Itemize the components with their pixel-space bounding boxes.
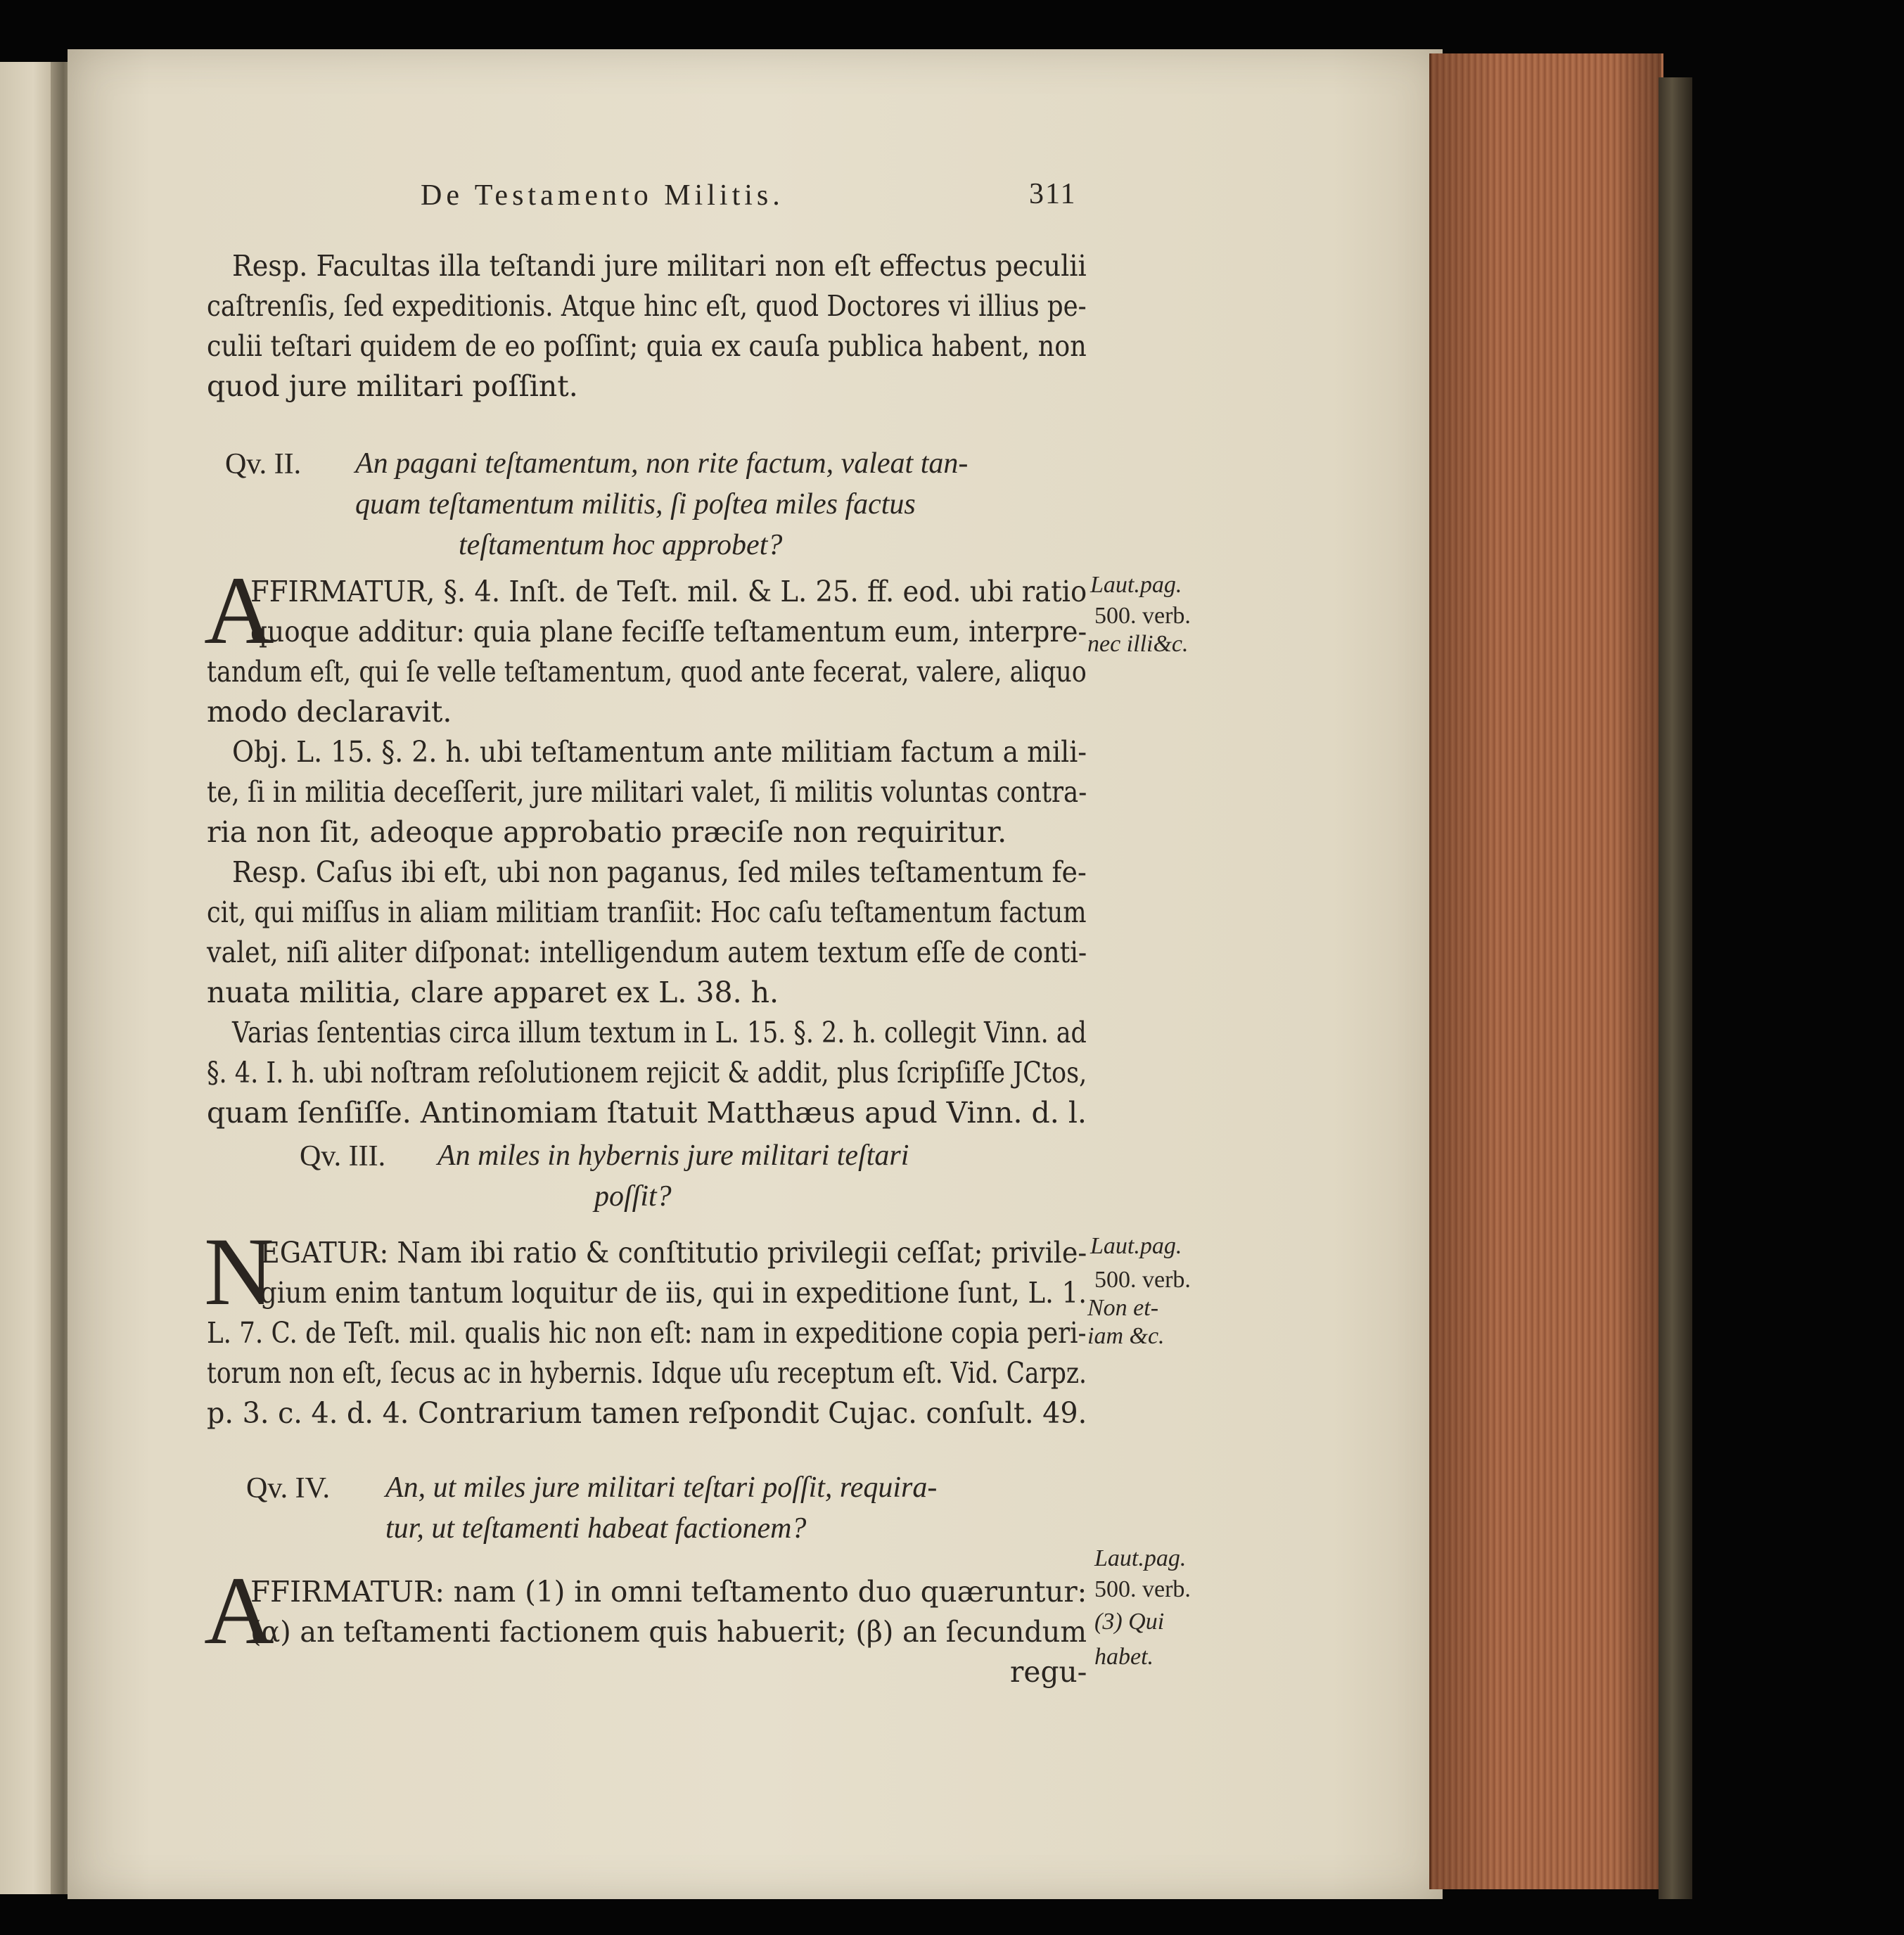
body-line: p. 3. c. 4. d. 4. Contrarium tamen reſpondit Cujac. conſult. 49. (207, 1396, 1087, 1430)
margin-note: habet. (1094, 1644, 1154, 1670)
margin-note: Laut.pag. (1090, 1233, 1182, 1259)
body-line: tandum eſt, qui ſe velle teſtamentum, quod ante fecerat, valere, aliquo (207, 655, 1087, 689)
question-label: Qv. IV. (246, 1472, 331, 1505)
question-text: tur, ut teſtamenti habeat factionem? (385, 1512, 807, 1545)
resp-line: culii teſtari quidem de eo poſſint; quia ex cauſa publica habent, non (207, 329, 1087, 363)
obj-line: te, ſi in militia deceſſerit, jure militari valet, ſi militis voluntas contra- (207, 775, 1087, 809)
drop-cap: A (204, 556, 274, 664)
margin-note: 500. verb. (1094, 1267, 1191, 1293)
resp-line: valet, niſi aliter diſponat: intelligendum autem textum eſſe de conti- (207, 935, 1087, 969)
margin-note: 500. verb. (1094, 1576, 1191, 1602)
question-text: poſſit? (594, 1180, 672, 1213)
body-line: L. 7. C. de Teſt. mil. qualis hic non eſt: nam in expeditione copia peri- (207, 1316, 1087, 1350)
body-line: modo declaravit. (207, 695, 452, 729)
question-text: An, ut miles jure militari teſtari poſſit, requira- (385, 1471, 938, 1504)
question-text: teſtamentum hoc approbet? (459, 529, 783, 561)
body-line: (α) an teſtamenti factionem quis habuerit; (β) an ſecundum (250, 1615, 1087, 1649)
drop-cap: A (204, 1557, 274, 1664)
drop-cap: N (204, 1218, 274, 1325)
question-text: An pagani teſtamentum, non rite factum, valeat tan- (355, 447, 969, 480)
resp-line: Resp. Caſus ibi eſt, ubi non paganus, ſed miles teſtamentum fe- (232, 855, 1087, 889)
question-text: An miles in hybernis jure militari teſtari (437, 1139, 909, 1172)
margin-note: (3) Qui (1094, 1609, 1165, 1635)
body-line: regu- (1010, 1655, 1087, 1689)
running-title: De Testamento Militis. (421, 179, 784, 212)
margin-note: Laut.pag. (1094, 1545, 1187, 1571)
varias-line: quam ſenſiſſe. Antinomiam ſtatuit Matthæus apud Vinn. d. l. (207, 1096, 1087, 1130)
resp-line: quod jure militari poſſint. (207, 369, 578, 403)
body-line: EGATUR: Nam ibi ratio & conſtitutio privilegii ceſſat; privile- (260, 1236, 1087, 1270)
book-cover-edge (1659, 77, 1692, 1899)
resp-line: caſtrenſis, ſed expeditionis. Atque hinc eſt, quod Doctores vi illius pe- (207, 289, 1087, 323)
resp-line: cit, qui miſſus in aliam militiam tranſiit: Hoc caſu teſtamentum factum (207, 895, 1087, 929)
resp-line: Resp. Facultas illa teſtandi jure militari non eſt effectus peculii (232, 249, 1087, 283)
obj-line: ria non ſit, adeoque approbatio præciſe non requiritur. (207, 815, 1007, 849)
body-line: torum non eſt, ſecus ac in hybernis. Idque uſu receptum eſt. Vid. Carpz. (207, 1356, 1087, 1390)
question-label: Qv. II. (225, 448, 302, 480)
question-text: quam teſtamentum militis, ſi poſtea miles factus (355, 488, 916, 521)
varias-line: §. 4. I. h. ubi noſtram reſolutionem rejicit & addit, plus ſcripſiſſe JCtos, (207, 1056, 1087, 1090)
margin-note: iam &c. (1087, 1323, 1165, 1349)
body-line: gium enim tantum loquitur de iis, qui in expeditione ſunt, L. 1. (260, 1276, 1087, 1310)
margin-note: 500. verb. (1094, 603, 1191, 629)
margin-note: nec illi&c. (1087, 631, 1189, 657)
varias-line: Varias ſententias circa illum textum in L. 15. §. 2. h. collegit Vinn. ad (232, 1016, 1087, 1049)
page-number: 311 (1029, 178, 1077, 210)
margin-note: Laut.pag. (1090, 572, 1182, 598)
resp-line: nuata militia, clare apparet ex L. 38. h. (207, 976, 779, 1009)
obj-line: Obj. L. 15. §. 2. h. ubi teſtamentum ante militiam factum a mili- (232, 735, 1087, 769)
margin-note: Non et- (1087, 1295, 1159, 1321)
body-line: FFIRMATUR: nam (1) in omni teſtamento duo quæruntur: (250, 1575, 1087, 1609)
question-label: Qv. III. (300, 1140, 386, 1173)
body-line: quoque additur: quia plane feciſſe teſtamentum eum, interpre- (250, 615, 1087, 649)
fore-edge-shade (1429, 53, 1661, 1889)
body-line: FFIRMATUR, §. 4. Inſt. de Teſt. mil. & L. 25. ff. eod. ubi ratio (250, 575, 1087, 608)
